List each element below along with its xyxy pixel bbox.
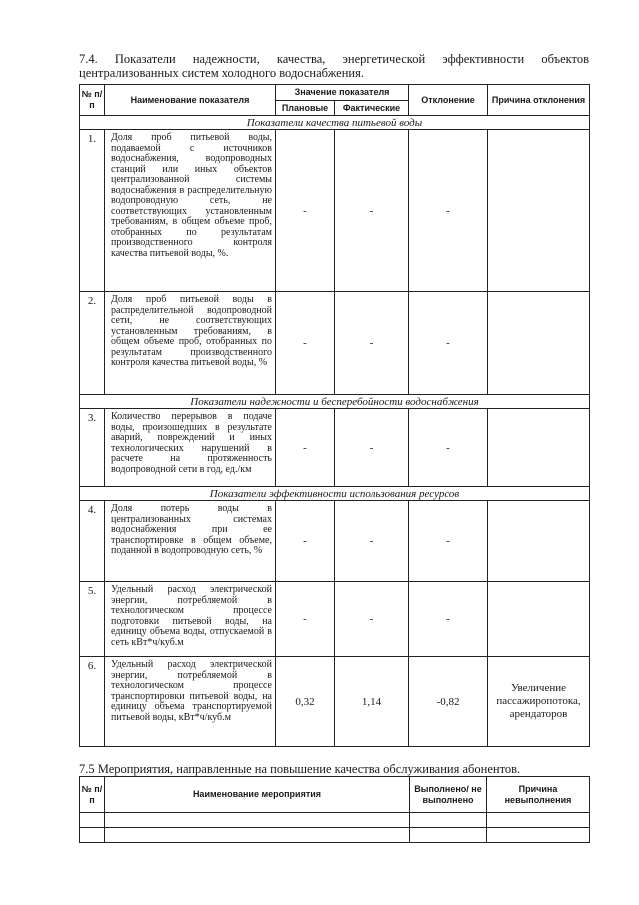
table-row bbox=[80, 657, 590, 747]
row-name: Удельный расход электрической энергии, потребляемой в технологическом процессе транспортировки питьевой воды, на единицу объема транспортируемой питьевой воды, кВт*ч/куб.м bbox=[105, 657, 276, 747]
row-name: Удельный расход электрической энергии, потребляемой в технологическом процессе подготовки питьевой воды, на единицу объема воды, отпускаемой в сеть кВт*ч/куб.м bbox=[105, 582, 276, 657]
row-reason bbox=[488, 582, 590, 657]
row-actual: - bbox=[335, 501, 409, 582]
row-done bbox=[410, 813, 487, 828]
measures-table bbox=[79, 776, 590, 843]
row-name: Доля проб питьевой воды, подаваемой с источников водоснабжения, водопроводных станций или иных объектов централизованной системы водоснабжения в распределительную водопроводную сеть, не соответствующих установленным требованиям, в общем объеме проб, отобранных по результатам производственного контроля качества питьевой воды, %. bbox=[105, 130, 276, 292]
row-num: 4. bbox=[80, 501, 105, 582]
row-actual: - bbox=[335, 292, 409, 395]
table-row bbox=[80, 409, 590, 487]
row-name: Количество перерывов в подаче воды, произошедших в результате аварий, повреждений и иных технологических нарушений в расчете на протяженность водопроводной сети в год, ед./км bbox=[105, 409, 276, 487]
header-planned: Плановые bbox=[276, 101, 335, 116]
row-reason bbox=[487, 813, 590, 828]
row-reason bbox=[487, 828, 590, 843]
row-reason bbox=[488, 501, 590, 582]
section-7-5-title: 7.5 Мероприятия, направленные на повышение качества обслуживания абонентов. bbox=[79, 762, 521, 776]
header-name: Наименование показателя bbox=[105, 85, 276, 116]
header-deviation: Отклонение bbox=[409, 85, 488, 116]
table-row bbox=[80, 828, 590, 843]
row-planned: - bbox=[276, 582, 335, 657]
row-actual: - bbox=[335, 130, 409, 292]
row-planned: 0,32 bbox=[276, 657, 335, 747]
header-actual: Фактические bbox=[335, 101, 409, 116]
row-num bbox=[80, 813, 105, 828]
section-title: Показатели эффективности использования ресурсов bbox=[80, 487, 590, 501]
section-title: Показатели качества питьевой воды bbox=[80, 116, 590, 130]
row-name: Доля потерь воды в централизованных системах водоснабжения при ее транспортировке в общем объеме, поданной в водопроводную сеть, % bbox=[105, 501, 276, 582]
table-row bbox=[80, 813, 590, 828]
row-actual: - bbox=[335, 582, 409, 657]
header-name: Наименование мероприятия bbox=[105, 777, 410, 813]
row-actual: 1,14 bbox=[335, 657, 409, 747]
row-planned: - bbox=[276, 409, 335, 487]
row-deviation: - bbox=[409, 582, 488, 657]
row-planned: - bbox=[276, 130, 335, 292]
table-row bbox=[80, 292, 590, 395]
table-row bbox=[80, 501, 590, 582]
section-title: Показатели надежности и бесперебойности водоснабжения bbox=[80, 395, 590, 409]
row-reason: Увеличение пассажиропотока, арендаторов bbox=[488, 657, 590, 747]
row-planned: - bbox=[276, 501, 335, 582]
row-deviation: - bbox=[409, 501, 488, 582]
row-name: Доля проб питьевой воды в распределительной водопроводной сети, не соответствующих установленным требованиям, в общем объеме проб, отобранных по результатам производственного контроля качества питьевой воды, % bbox=[105, 292, 276, 395]
section-7-4-title: 7.4. Показатели надежности, качества, энергетической эффективности объектов централизованных систем холодного водоснабжения. bbox=[79, 52, 589, 80]
row-num: 2. bbox=[80, 292, 105, 395]
header-done: Выполнено/ не выполнено bbox=[410, 777, 487, 813]
row-planned: - bbox=[276, 292, 335, 395]
table-row bbox=[80, 582, 590, 657]
row-num bbox=[80, 828, 105, 843]
table-row bbox=[80, 130, 590, 292]
row-reason bbox=[488, 292, 590, 395]
row-num: 1. bbox=[80, 130, 105, 292]
header-num: № п/п bbox=[80, 777, 105, 813]
row-done bbox=[410, 828, 487, 843]
row-deviation: - bbox=[409, 292, 488, 395]
indicators-table bbox=[79, 84, 590, 747]
row-num: 6. bbox=[80, 657, 105, 747]
row-name bbox=[105, 813, 410, 828]
row-deviation: - bbox=[409, 409, 488, 487]
header-reason: Причина отклонения bbox=[488, 85, 590, 116]
row-deviation: - bbox=[409, 130, 488, 292]
row-num: 3. bbox=[80, 409, 105, 487]
header-value-group: Значение показателя bbox=[276, 85, 409, 101]
row-num: 5. bbox=[80, 582, 105, 657]
row-reason bbox=[488, 130, 590, 292]
row-name bbox=[105, 828, 410, 843]
row-reason bbox=[488, 409, 590, 487]
row-actual: - bbox=[335, 409, 409, 487]
row-deviation: -0,82 bbox=[409, 657, 488, 747]
header-reason: Причина невыполнения bbox=[487, 777, 590, 813]
header-num: № п/п bbox=[80, 85, 105, 116]
